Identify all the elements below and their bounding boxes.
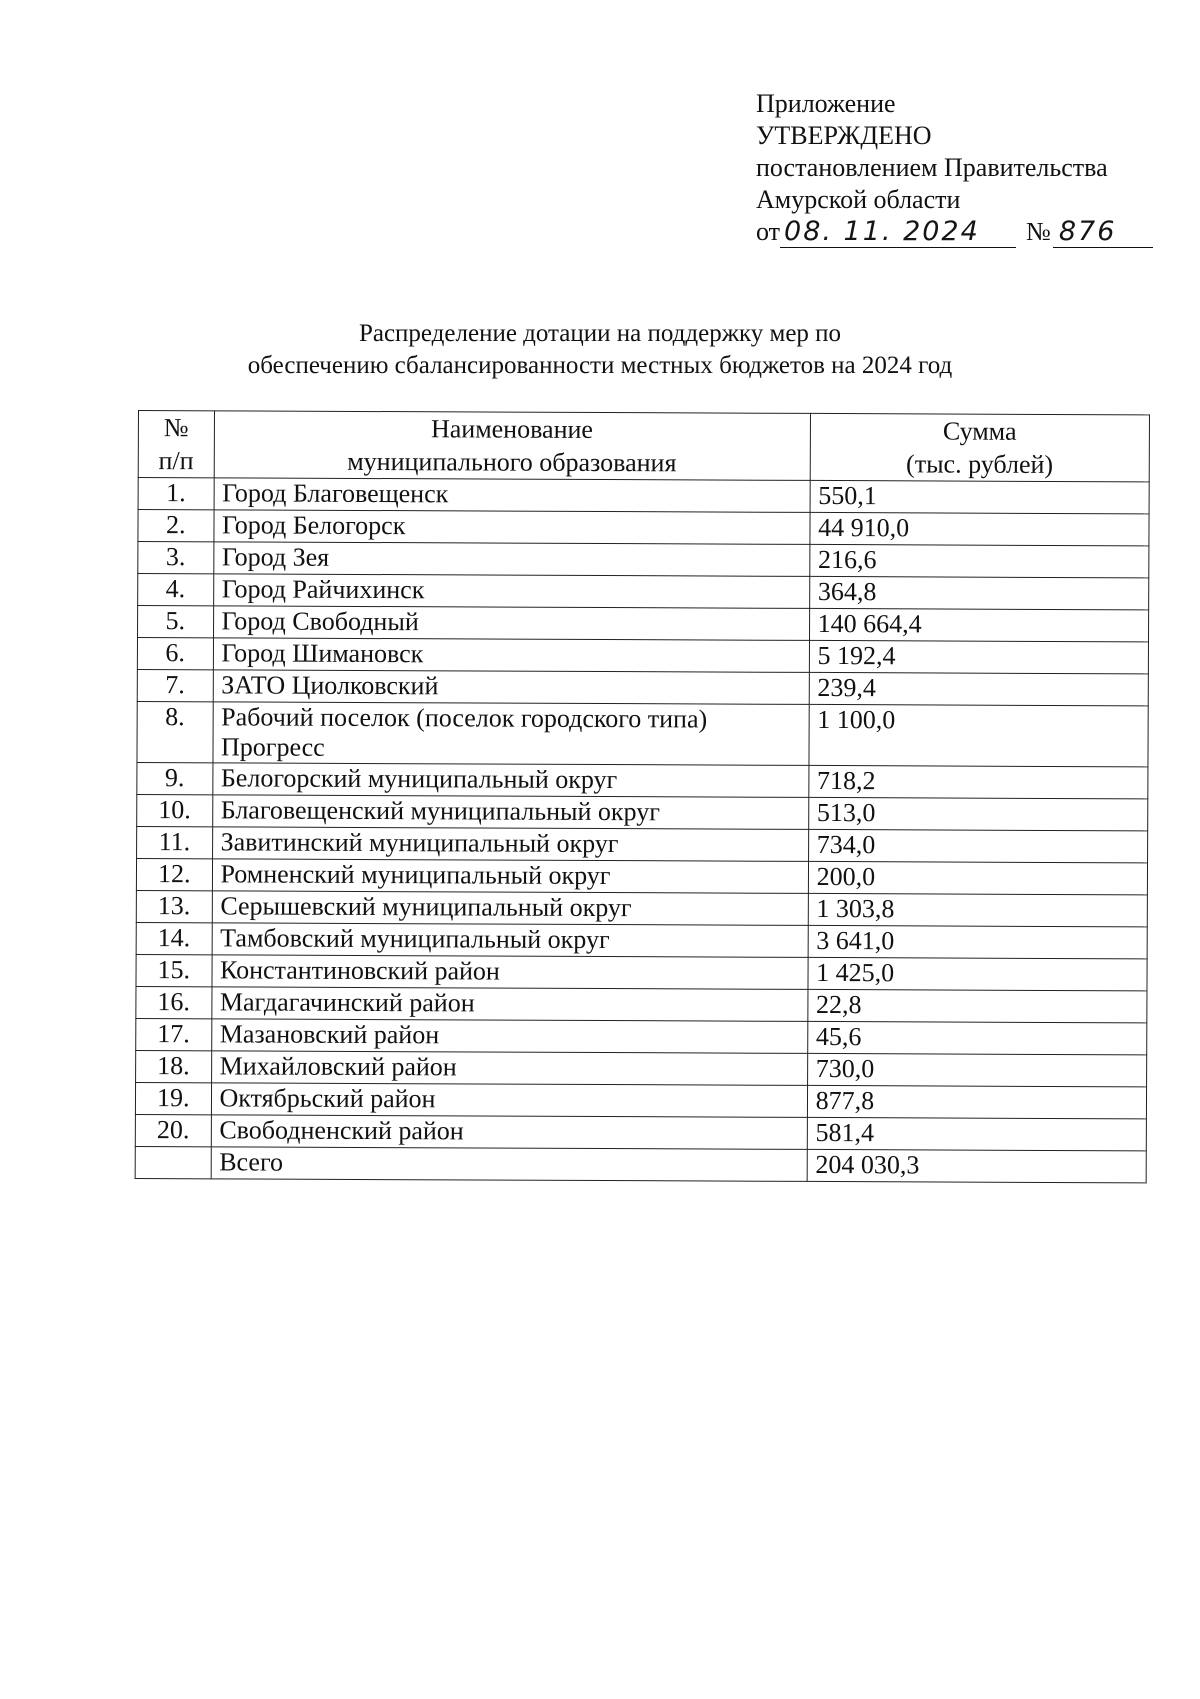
row-number: 11. xyxy=(137,826,213,858)
row-number: 16. xyxy=(136,986,212,1018)
table-row xyxy=(136,1018,1147,1054)
handwritten-number: 876 xyxy=(1053,217,1153,248)
row-number: 15. xyxy=(136,954,212,986)
row-name: Город Райчихинск xyxy=(213,574,809,609)
row-sum: 734,0 xyxy=(808,829,1147,862)
row-number: 20. xyxy=(135,1114,211,1146)
row-number: 2. xyxy=(138,510,214,542)
table-body xyxy=(135,478,1149,1183)
row-name: Город Белогорск xyxy=(213,510,809,545)
table-header xyxy=(138,411,1149,482)
row-name: Город Шимановск xyxy=(213,638,809,673)
row-sum: 1 425,0 xyxy=(808,957,1147,990)
row-sum: 239,4 xyxy=(809,672,1148,705)
row-name: Город Зея xyxy=(213,542,809,577)
row-number: 1. xyxy=(138,478,214,510)
row-number: 5. xyxy=(138,606,214,638)
row-name: Мазановский район xyxy=(211,1019,807,1054)
row-sum: 45,6 xyxy=(807,1021,1146,1054)
row-sum: 216,6 xyxy=(809,544,1148,577)
approval-block xyxy=(756,88,1153,248)
approved-label: УТВЕРЖДЕНО xyxy=(756,121,932,150)
from-label: от xyxy=(756,217,781,246)
handwritten-date: 08. 11. 2024 xyxy=(780,217,1016,248)
row-name: Благовещенский муниципальный округ xyxy=(212,795,808,830)
row-sum: 1 100,0 xyxy=(809,704,1149,766)
row-number: 3. xyxy=(138,542,214,574)
total-number xyxy=(135,1146,211,1178)
date-number-line xyxy=(756,216,1153,248)
distribution-table xyxy=(135,410,1150,1183)
table-row xyxy=(136,890,1147,926)
row-name: Магдагачинский район xyxy=(211,987,807,1022)
row-sum: 730,0 xyxy=(807,1053,1146,1086)
resolution-label: постановлением Правительства xyxy=(756,153,1108,182)
row-sum: 581,4 xyxy=(807,1117,1146,1150)
table-row xyxy=(137,638,1148,674)
row-name: Свободненский район xyxy=(211,1115,807,1150)
row-number: 8. xyxy=(137,701,213,762)
row-name: ЗАТО Циолковский xyxy=(213,670,809,705)
header-name-line-1: Наименование xyxy=(430,414,594,444)
row-sum: 22,8 xyxy=(807,989,1146,1022)
table-row xyxy=(137,826,1148,862)
appendix-label: Приложение xyxy=(756,89,896,118)
row-name: Серышевский муниципальный округ xyxy=(212,891,808,926)
header-sum xyxy=(810,413,1150,481)
total-row xyxy=(135,1146,1146,1182)
row-sum: 200,0 xyxy=(808,861,1147,894)
header-row xyxy=(138,411,1149,482)
table-row xyxy=(136,922,1147,958)
row-sum: 44 910,0 xyxy=(810,512,1149,545)
row-name: Город Благовещенск xyxy=(214,478,810,513)
row-number: 18. xyxy=(136,1050,212,1082)
row-sum: 550,1 xyxy=(810,480,1149,513)
header-name-line-2: муниципального образования xyxy=(347,446,677,478)
row-number: 9. xyxy=(137,762,213,794)
row-sum: 3 641,0 xyxy=(808,925,1147,958)
table-row xyxy=(136,954,1147,990)
row-number: 12. xyxy=(136,858,212,890)
table-row xyxy=(138,510,1149,546)
row-sum: 718,2 xyxy=(808,765,1147,798)
table-row xyxy=(138,542,1149,578)
header-name xyxy=(214,411,810,481)
row-name: Октябрьский район xyxy=(211,1083,807,1118)
row-number: 17. xyxy=(136,1018,212,1050)
header-sum-line-2: (тыс. рублей) xyxy=(906,449,1054,479)
table-row xyxy=(138,606,1149,642)
table-row xyxy=(137,762,1148,798)
row-name: Белогорский муниципальный округ xyxy=(212,763,808,798)
table-row xyxy=(136,1050,1147,1086)
table-row xyxy=(137,669,1148,705)
row-number: 4. xyxy=(138,574,214,606)
table-row xyxy=(136,858,1147,894)
table-row xyxy=(137,794,1148,830)
row-name: Тамбовский муниципальный округ xyxy=(212,923,808,958)
total-label: Всего xyxy=(211,1147,807,1182)
header-number xyxy=(138,411,214,478)
region-label: Амурской области xyxy=(756,185,961,214)
table-row xyxy=(135,1082,1146,1118)
table-row xyxy=(135,1114,1146,1150)
row-number: 14. xyxy=(136,922,212,954)
row-number: 6. xyxy=(137,638,213,670)
row-name: Рабочий поселок (поселок городского типа) Прогресс xyxy=(212,702,808,766)
row-number: 7. xyxy=(137,669,213,701)
title-line-2: обеспечению сбалансированности местных бюджетов на 2024 год xyxy=(247,352,953,379)
row-sum: 140 664,4 xyxy=(809,608,1148,641)
row-name: Город Свободный xyxy=(213,606,809,641)
row-number: 19. xyxy=(135,1082,211,1114)
table-row xyxy=(138,478,1149,514)
document-title xyxy=(200,318,1000,382)
row-name: Михайловский район xyxy=(211,1051,807,1086)
title-line-1: Распределение дотации на поддержку мер по xyxy=(358,320,842,347)
table-row xyxy=(138,574,1149,610)
table-row xyxy=(137,701,1148,766)
header-number-line-2: п/п xyxy=(158,446,194,476)
total-sum: 204 030,3 xyxy=(807,1149,1146,1182)
row-name: Константиновский район xyxy=(211,955,807,990)
row-number: 10. xyxy=(137,794,213,826)
header-sum-line-1: Сумма xyxy=(942,416,1017,446)
header-number-line-1: № xyxy=(163,413,189,443)
row-sum: 877,8 xyxy=(807,1085,1146,1118)
row-sum: 1 303,8 xyxy=(808,893,1147,926)
table-row xyxy=(136,986,1147,1022)
row-name: Завитинский муниципальный округ xyxy=(212,827,808,862)
number-sign: № xyxy=(1026,217,1051,246)
row-number: 13. xyxy=(136,890,212,922)
row-sum: 364,8 xyxy=(809,576,1148,609)
row-sum: 5 192,4 xyxy=(809,640,1148,673)
row-name: Ромненский муниципальный округ xyxy=(212,859,808,894)
row-sum: 513,0 xyxy=(808,797,1147,830)
